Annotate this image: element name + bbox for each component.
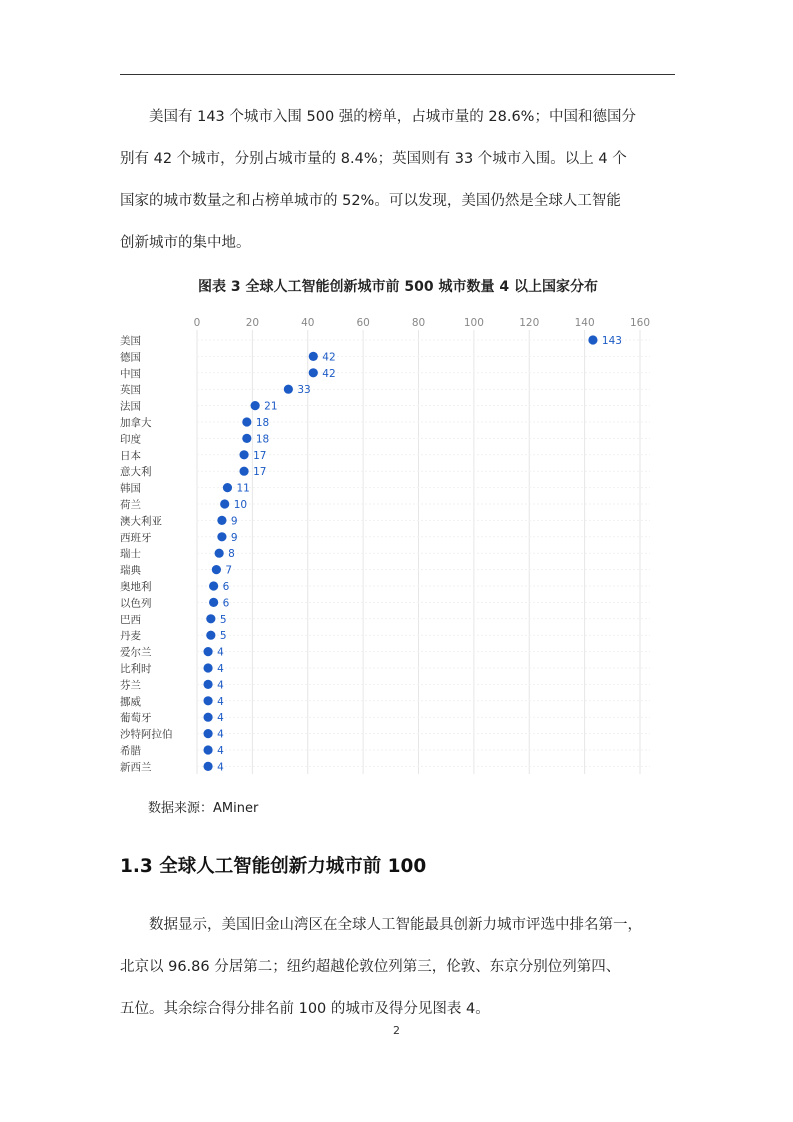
category-label: 新西兰: [120, 761, 152, 774]
data-label: 18: [255, 433, 270, 446]
data-point: [203, 663, 212, 672]
data-point: [203, 729, 212, 738]
data-point: [206, 614, 215, 623]
category-label: 加拿大: [120, 417, 152, 429]
data-label: 6: [222, 581, 230, 593]
category-label: 日本: [120, 449, 141, 462]
category-label: 中国: [120, 367, 141, 380]
data-point: [209, 581, 218, 590]
intro-paragraph: [120, 96, 676, 264]
data-label: 4: [217, 695, 224, 708]
data-point: [239, 467, 248, 476]
category-label: 韩国: [120, 482, 141, 495]
data-label: 4: [217, 745, 224, 757]
x-tick-label: 160: [629, 317, 651, 329]
x-tick-label: 120: [519, 317, 540, 329]
data-point: [203, 696, 212, 705]
category-label: 西班牙: [120, 531, 152, 544]
category-label: 比利时: [120, 663, 152, 675]
chart-svg: [120, 310, 665, 780]
data-label: 4: [217, 712, 224, 725]
data-label: 143: [601, 335, 622, 347]
category-label: 葡萄牙: [120, 712, 152, 725]
data-point: [309, 352, 318, 361]
data-point: [212, 565, 221, 574]
category-label: 以色列: [120, 597, 152, 610]
data-point: [203, 762, 212, 771]
country-distribution-chart: [120, 310, 665, 784]
paragraph-line: 国家的城市数量之和占榜单城市的 52%。可以发现，美国仍然是全球人工智能: [120, 193, 621, 209]
data-point: [203, 680, 212, 689]
category-label: 芬兰: [120, 679, 141, 692]
paragraph-line: 美国有 143 个城市入围 500 强的榜单，占城市量的 28.6%；中国和德国分: [149, 109, 636, 125]
body-paragraph: [120, 904, 676, 1030]
category-label: 法国: [120, 400, 141, 413]
data-label: 42: [322, 351, 336, 364]
data-point: [242, 417, 251, 426]
category-label: 印度: [120, 433, 141, 446]
category-label: 奥地利: [120, 581, 152, 593]
category-label: 爱尔兰: [120, 646, 152, 659]
page-number: 2: [393, 1024, 400, 1037]
data-label: 17: [253, 449, 267, 462]
category-label: 意大利: [120, 466, 152, 479]
data-label: 4: [217, 646, 224, 659]
paragraph-line: 北京以 96.86 分居第二；纽约超越伦敦位列第三，伦敦、东京分别位列第四、: [120, 959, 621, 975]
data-label: 4: [217, 761, 224, 774]
category-label: 英国: [120, 384, 141, 397]
data-label: 4: [217, 663, 224, 675]
data-point: [217, 516, 226, 525]
paragraph-line: 创新城市的集中地。: [120, 235, 251, 251]
data-point: [588, 335, 597, 344]
data-label: 4: [217, 728, 224, 741]
data-label: 7: [225, 564, 233, 577]
x-tick-label: 60: [356, 317, 370, 329]
paragraph-line: 别有 42 个城市，分别占城市量的 8.4%；英国则有 33 个城市入围。以上 4 个: [120, 151, 627, 167]
x-tick-label: 20: [245, 317, 260, 329]
data-point: [206, 631, 215, 640]
category-label: 澳大利亚: [120, 515, 162, 528]
category-label: 德国: [120, 351, 141, 364]
category-label: 瑞士: [120, 548, 141, 561]
category-label: 瑞典: [120, 564, 141, 577]
data-point: [242, 434, 251, 443]
data-label: 8: [228, 548, 235, 561]
paragraph-line: 数据显示，美国旧金山湾区在全球人工智能最具创新力城市评选中排名第一，: [149, 917, 642, 933]
header-rule: [120, 74, 675, 75]
category-label: 希腊: [120, 745, 141, 757]
x-tick-label: 140: [574, 317, 595, 329]
category-label: 巴西: [120, 613, 141, 626]
data-point: [284, 385, 293, 394]
paragraph-line: 五位。其余综合得分排名前 100 的城市及得分见图表 4。: [120, 1001, 490, 1017]
data-label: 17: [253, 466, 267, 479]
data-point: [217, 532, 226, 541]
data-label: 11: [236, 482, 250, 495]
category-label: 美国: [120, 335, 141, 347]
data-label: 21: [264, 400, 278, 413]
data-point: [223, 483, 232, 492]
data-label: 5: [219, 613, 227, 626]
x-tick-label: 100: [463, 317, 484, 329]
category-label: 荷兰: [120, 499, 141, 511]
data-point: [203, 713, 212, 722]
data-label: 9: [230, 515, 238, 528]
data-point: [203, 647, 212, 656]
figure-title: 图表 3 全球人工智能创新城市前 500 城市数量 4 以上国家分布: [198, 279, 598, 295]
data-point: [251, 401, 260, 410]
data-point: [209, 598, 218, 607]
section-heading: 1.3 全球人工智能创新力城市前 100: [120, 856, 427, 877]
data-label: 4: [217, 679, 224, 692]
data-label: 33: [297, 384, 311, 397]
x-tick-label: 40: [301, 317, 315, 329]
category-label: 沙特阿拉伯: [120, 728, 173, 741]
data-point: [203, 745, 212, 754]
data-label: 9: [230, 531, 238, 544]
data-point: [220, 499, 229, 508]
data-label: 18: [255, 417, 270, 429]
x-tick-label: 80: [411, 317, 426, 329]
data-label: 6: [222, 597, 230, 610]
data-point: [309, 368, 318, 377]
data-point: [239, 450, 248, 459]
data-point: [215, 549, 224, 558]
category-label: 丹麦: [120, 630, 141, 643]
data-source: 数据来源：AMiner: [148, 801, 259, 816]
x-tick-label: 0: [193, 317, 201, 329]
category-label: 挪威: [120, 695, 141, 708]
data-label: 42: [322, 367, 336, 380]
data-label: 5: [219, 630, 227, 643]
data-label: 10: [233, 499, 248, 511]
